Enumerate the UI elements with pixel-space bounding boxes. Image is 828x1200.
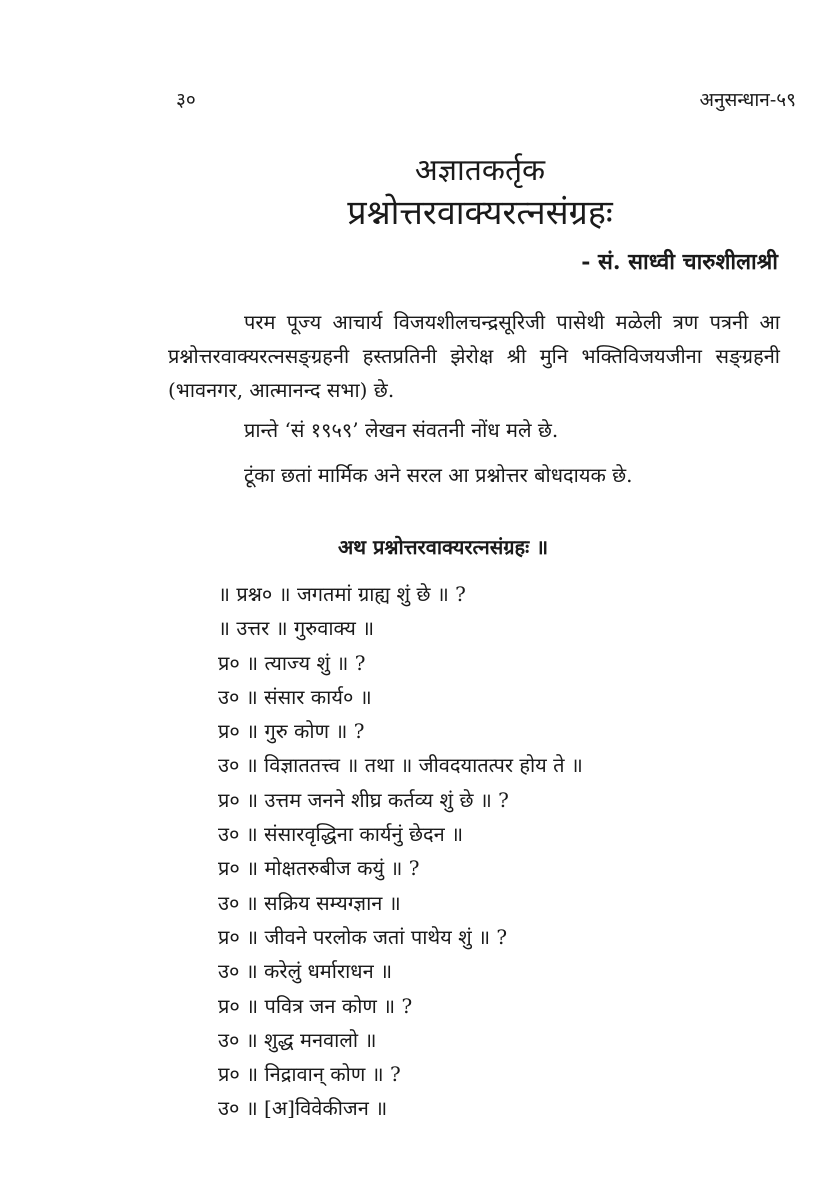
answer-line: उ० ॥ संसार कार्य० ॥ [218, 684, 372, 709]
question-line: प्र० ॥ गुरु कोण ॥ ? [218, 719, 365, 744]
answer-line: उ० ॥ करेलुं धर्माराधन ॥ [218, 959, 393, 984]
intro-paragraph-1: परम पूज्य आचार्य विजयशीलचन्द्रसूरिजी पासेथी मळेली त्रण पत्रनी आ प्रश्नोत्तरवाक्यरत्नसङ्ग्रहनी हस्तप्रतिनी झेरोक्ष श्री मुनि भक्तिविजयजीना सङ्ग्रहनी (भावनगर, आत्मानन्द सभा) छे. [168, 310, 780, 402]
answer-line: उ० ॥ [अ]विवेकीजन ॥ [218, 1096, 388, 1121]
answer-line: उ० ॥ सक्रिय सम्यग्ज्ञान ॥ [218, 890, 401, 915]
question-line: प्र० ॥ मोक्षतरुबीज कयुं ॥ ? [218, 856, 420, 881]
answer-line: ॥ उत्तर ॥ गुरुवाक्य ॥ [218, 616, 375, 641]
question-line: प्र० ॥ पवित्र जन कोण ॥ ? [218, 993, 413, 1018]
page-number: ३० [176, 89, 196, 111]
answer-line: उ० ॥ संसारवृद्धिना कार्यनुं छेदन ॥ [218, 822, 464, 847]
running-title: अनुसन्धान-५९ [699, 89, 796, 111]
intro-paragraph-3: टूंका छतां मार्मिक अने सरल आ प्रश्नोत्तर बोधदायक छे. [244, 463, 633, 487]
title-attribution: अज्ञातकर्तृक [414, 153, 546, 188]
section-heading: अथ प्रश्नोत्तरवाक्यरत्नसंग्रहः ॥ [338, 535, 549, 559]
qa-list [218, 577, 583, 1126]
answer-line: उ० ॥ शुद्ध मनवालो ॥ [218, 1027, 377, 1052]
page-title: प्रश्नोत्तरवाक्यरत्नसंग्रहः [347, 193, 613, 233]
intro-paragraph-2: प्रान्ते ‘सं १९५९’ लेखन संवतनी नोंध मले छे. [244, 418, 559, 442]
question-line: प्र० ॥ उत्तम जनने शीघ्र कर्तव्य शुं छे ॥ ? [218, 787, 509, 812]
editor-credit: - सं. साध्वी चारुशीलाश्री [581, 249, 778, 275]
question-line: प्र० ॥ त्याज्य शुं ॥ ? [218, 650, 366, 675]
question-line: ॥ प्रश्न० ॥ जगतमां ग्राह्य शुं छे ॥ ? [218, 582, 466, 606]
question-line: प्र० ॥ निद्रावान् कोण ॥ ? [218, 1062, 401, 1087]
question-line: प्र० ॥ जीवने परलोक जतां पाथेय शुं ॥ ? [218, 924, 508, 949]
answer-line: उ० ॥ विज्ञाततत्त्व ॥ तथा ॥ जीवदयातत्पर होय ते ॥ [218, 753, 583, 778]
